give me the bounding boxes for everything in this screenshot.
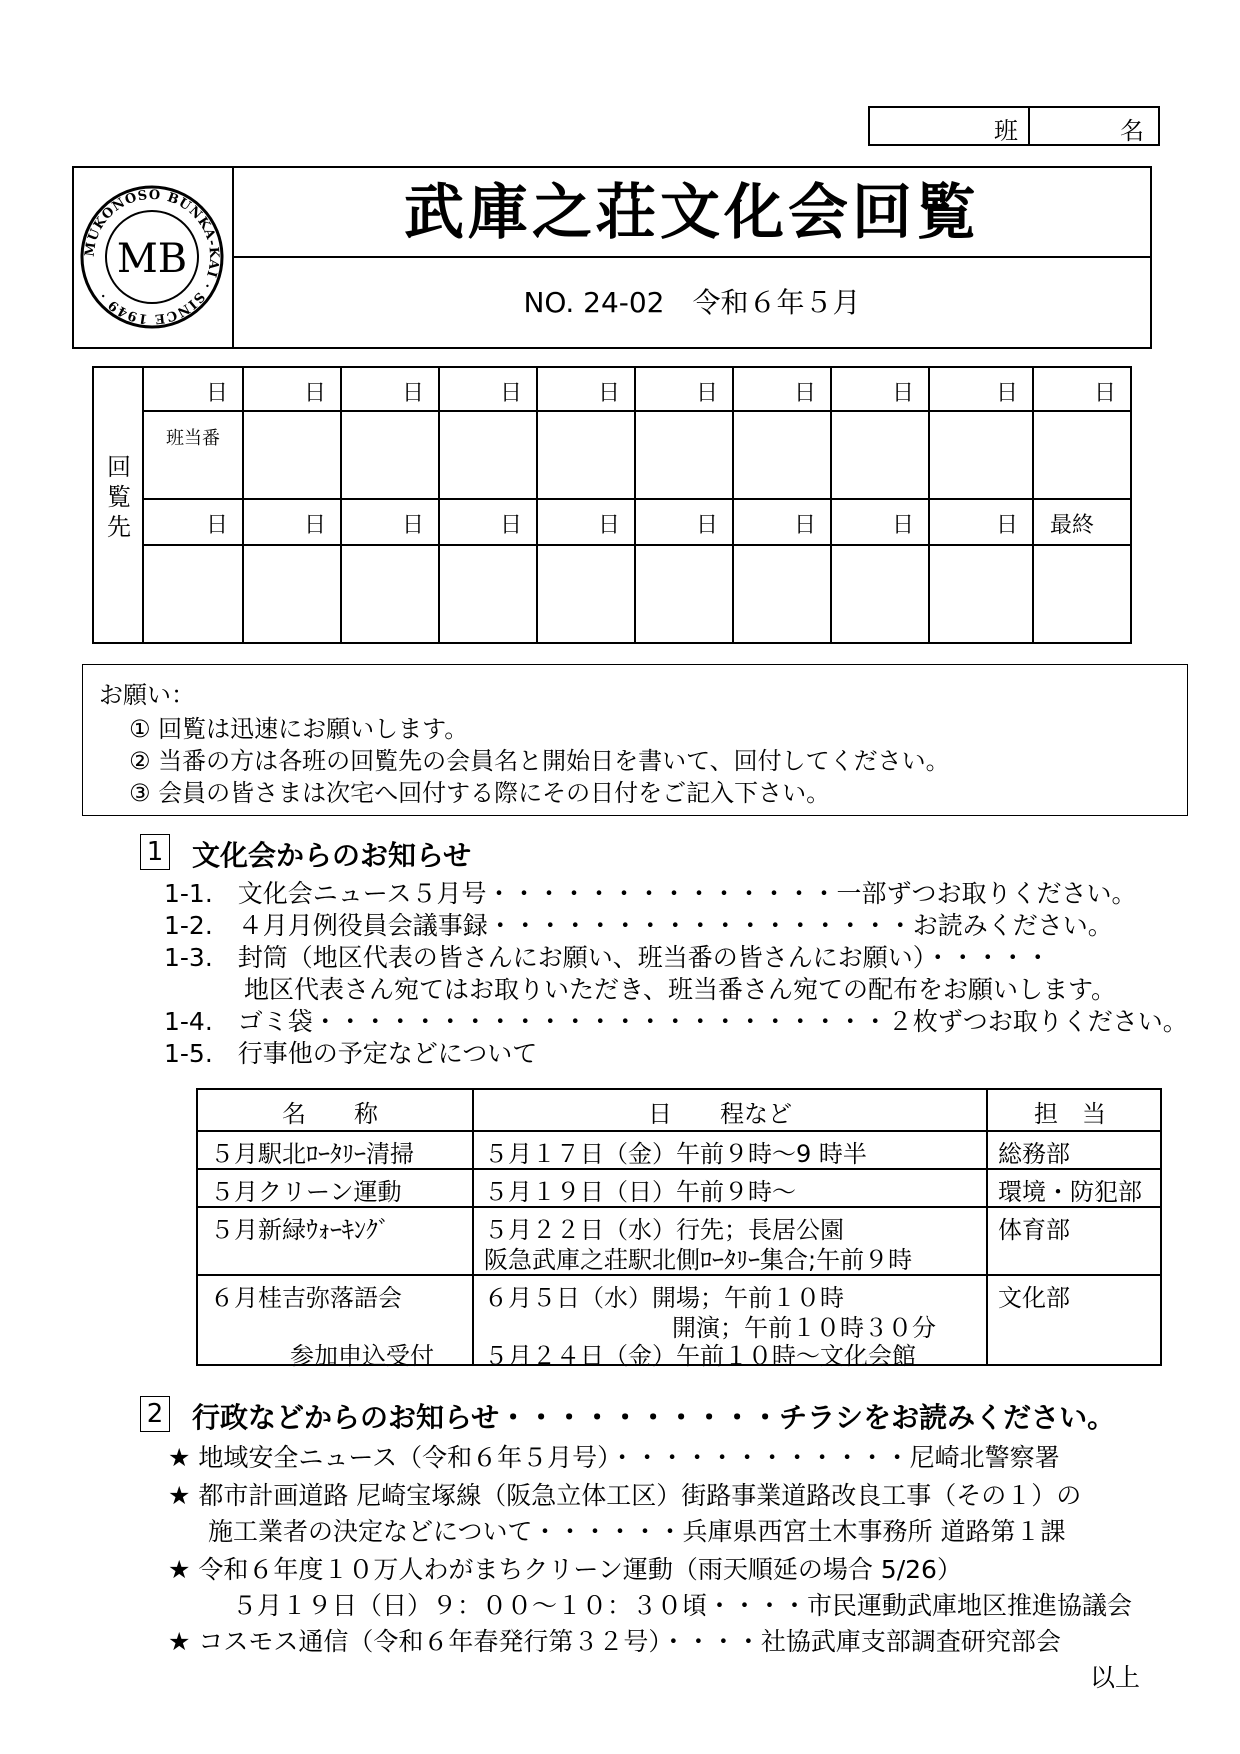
han-mei-box bbox=[868, 106, 1160, 146]
section-1-line: 1-5. 行事他の予定などについて bbox=[164, 1039, 538, 1068]
section-1-line: 1-2. ４月月例役員会議事録・・・・・・・・・・・・・・・・・お読みください。 bbox=[164, 911, 1113, 940]
day-cell: 日 bbox=[499, 381, 522, 406]
schedule-date: ６月５日（水）開場；午前１０時 bbox=[484, 1284, 844, 1312]
notice-item: ③ 会員の皆さまは次宅へ回付する際にその日付をご記入下さい。 bbox=[129, 779, 831, 807]
header bbox=[72, 166, 1152, 349]
schedule-date: ５月１９日（日）午前９時～ bbox=[484, 1178, 796, 1206]
schedule-dept: 環境・防犯部 bbox=[998, 1178, 1142, 1206]
circulation-label-cell bbox=[94, 368, 144, 642]
section-2-title: 行政などからのお知らせ・・・・・・・・・・チラシをお読みください。 bbox=[192, 1401, 1116, 1434]
day-cell: 日 bbox=[499, 513, 522, 538]
day-cell: 日 bbox=[597, 513, 620, 538]
section-1-number: 1 bbox=[140, 834, 170, 870]
section-2-line: ★ 都市計画道路 尼崎宝塚線（阪急立体工区）街路事業道路改良工事（その１）の bbox=[168, 1481, 1082, 1510]
schedule-date: 阪急武庫之荘駅北側ﾛｰﾀﾘｰ集合;午前９時 bbox=[484, 1246, 913, 1274]
day-cell: 日 bbox=[401, 513, 424, 538]
schedule-name: ６月桂吉弥落語会 bbox=[210, 1284, 402, 1312]
schedule-dept: 文化部 bbox=[998, 1284, 1070, 1312]
day-cell: 日 bbox=[793, 513, 816, 538]
day-cell: 日 bbox=[597, 381, 620, 406]
section-2-number: 2 bbox=[140, 1396, 170, 1432]
section-2-line: ★ コスモス通信（令和６年春発行第３２号）・・・・社協武庫支部調査研究部会 bbox=[168, 1627, 1061, 1656]
day-cell: 日 bbox=[793, 381, 816, 406]
han-label: 班 bbox=[994, 117, 1018, 145]
closing-text: 以上 bbox=[1090, 1663, 1141, 1692]
final-cell: 最終 bbox=[1050, 513, 1095, 538]
schedule-date: 開演；午前１０時３０分 bbox=[672, 1314, 936, 1342]
title-row bbox=[234, 168, 1150, 258]
schedule-name: ５月駅北ﾛｰﾀﾘｰ清掃 bbox=[210, 1140, 414, 1168]
day-cell: 日 bbox=[695, 381, 718, 406]
day-cell: 日 bbox=[1093, 381, 1116, 406]
day-cell: 日 bbox=[995, 381, 1018, 406]
mei-label: 名 bbox=[1120, 117, 1144, 145]
circulation-label: 回覧先 bbox=[107, 453, 131, 541]
day-cell: 日 bbox=[695, 513, 718, 538]
page-title: 武庫之荘文化会回覧 bbox=[404, 178, 980, 248]
logo-emblem bbox=[74, 168, 230, 347]
schedule-dept: 体育部 bbox=[998, 1216, 1070, 1244]
section-2-line: ★ 地域安全ニュース（令和６年５月号）・・・・・・・・・・・・尼崎北警察署 bbox=[168, 1443, 1060, 1472]
section-2-line: ５月１９日（日）９：００～１０：３０頃・・・・市民運動武庫地区推進協議会 bbox=[232, 1591, 1133, 1620]
section-1-line: 1-1. 文化会ニュース５月号・・・・・・・・・・・・・・一部ずつお取りください。 bbox=[164, 879, 1137, 908]
schedule-name: ５月クリーン運動 bbox=[210, 1178, 402, 1206]
logo-cell bbox=[74, 168, 234, 347]
section-2-line: 施工業者の決定などについて・・・・・・兵庫県西宮土木事務所 道路第１課 bbox=[208, 1517, 1066, 1546]
section-1-title: 文化会からのお知らせ bbox=[192, 839, 472, 872]
schedule-name: ５月新緑ｳｫｰｷﾝｸﾞ bbox=[210, 1216, 390, 1244]
notice-item: ① 回覧は迅速にお願いします。 bbox=[129, 715, 469, 743]
day-cell: 日 bbox=[891, 513, 914, 538]
day-cell: 日 bbox=[303, 381, 326, 406]
schedule-name: 参加申込受付 bbox=[290, 1342, 434, 1370]
day-cell: 日 bbox=[205, 381, 228, 406]
schedule-date: ５月２４日（金）午前１０時～文化会館 bbox=[484, 1342, 916, 1370]
day-cell: 日 bbox=[401, 381, 424, 406]
duty-label: 班当番 bbox=[166, 428, 220, 449]
notice-box bbox=[82, 664, 1188, 816]
schedule-dept: 総務部 bbox=[998, 1140, 1070, 1168]
day-cell: 日 bbox=[205, 513, 228, 538]
header-dept: 担 当 bbox=[1034, 1100, 1106, 1128]
day-cell: 日 bbox=[891, 381, 914, 406]
issue-line: NO. 24-02 令和６年５月 bbox=[523, 286, 861, 319]
section-2-line: ★ 令和６年度１０万人わがまちクリーン運動（雨天順延の場合 5/26） bbox=[168, 1555, 962, 1584]
schedule-table bbox=[196, 1088, 1162, 1370]
day-cell: 日 bbox=[995, 513, 1018, 538]
logo-initials: MB bbox=[116, 236, 188, 282]
day-cell: 日 bbox=[303, 513, 326, 538]
notice-heading: お願い： bbox=[99, 681, 195, 709]
schedule-date: ５月２２日（水）行先；長居公園 bbox=[484, 1216, 844, 1244]
header-date: 日 程など bbox=[648, 1100, 792, 1128]
header-name: 名 称 bbox=[282, 1100, 378, 1128]
section-1-line: 1-3. 封筒（地区代表の皆さんにお願い、班当番の皆さんにお願い）・・・・・ bbox=[164, 943, 1051, 972]
schedule-date: ５月１７日（金）午前９時～9 時半 bbox=[484, 1140, 867, 1168]
circulation-table bbox=[92, 366, 1132, 644]
notice-item: ② 当番の方は各班の回覧先の会員名と開始日を書いて、回付してください。 bbox=[129, 747, 950, 775]
section-1-line: 地区代表さん宛てはお取りいただき、班当番さん宛ての配布をお願いします。 bbox=[244, 975, 1117, 1004]
logo-ring-text: MUKONOSO BUNKA-KAI · SINCE 1949 · bbox=[82, 187, 222, 327]
section-1-line: 1-4. ゴミ袋・・・・・・・・・・・・・・・・・・・・・・・２枚ずつお取りください。 bbox=[164, 1007, 1188, 1036]
